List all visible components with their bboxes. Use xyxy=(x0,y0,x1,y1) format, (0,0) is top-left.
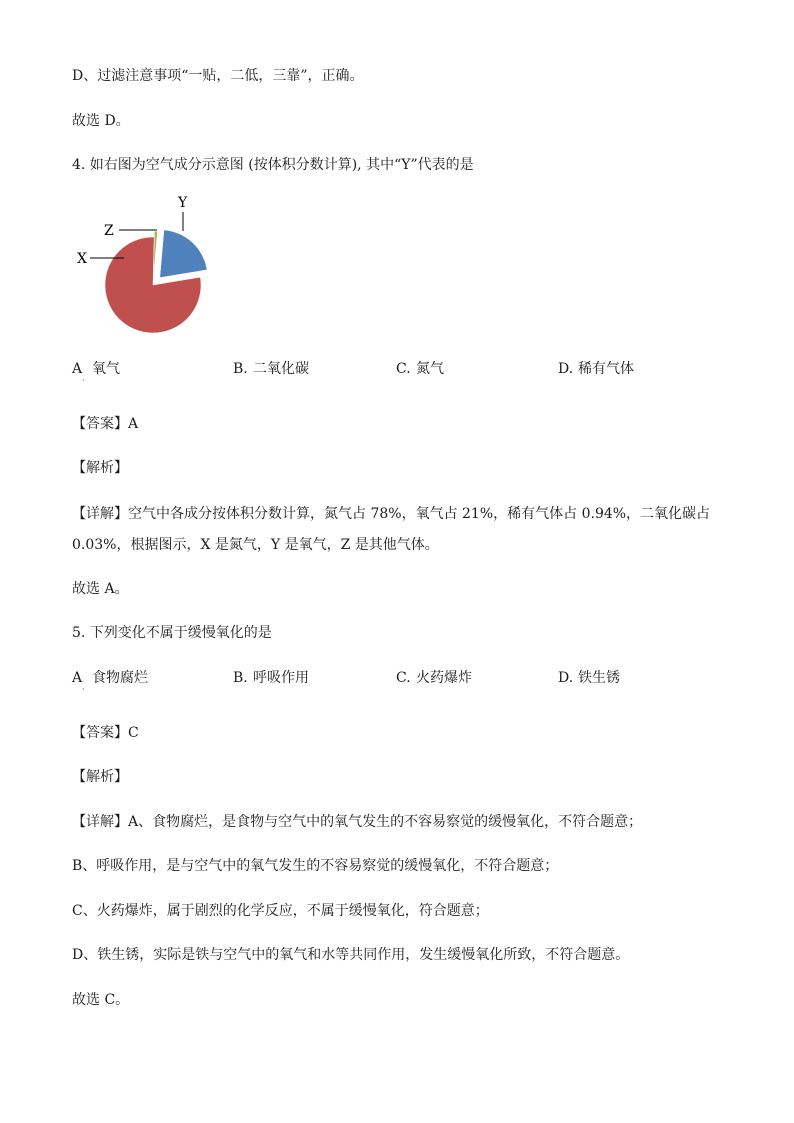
q4-detail-line-1: 【详解】空气中各成分按体积分数计算，氮气占 78%，氧气占 21%，稀有气体占 0.94%，二氧化碳占 xyxy=(72,506,711,522)
q4-option-b-key: B. xyxy=(233,361,248,377)
q4-conclusion: 故选 A。 xyxy=(72,581,129,597)
q5-detail-c: C、火药爆炸，属于剧烈的化学反应，不属于缓慢氧化，符合题意； xyxy=(72,903,489,919)
label-z: Z xyxy=(104,223,114,239)
q4-option-c-text: 氮气 xyxy=(416,361,444,377)
pie-slice-y xyxy=(160,230,207,278)
q5-option-a-key: A xyxy=(72,670,83,686)
label-x: X xyxy=(77,251,87,267)
q4-option-b-text: 二氧化碳 xyxy=(253,361,309,377)
q4-detail-line-2: 0.03%，根据图示，X 是氮气，Y 是氧气，Z 是其他气体。 xyxy=(72,537,439,553)
q5-conclusion: 故选 C。 xyxy=(72,992,130,1008)
q5-stem: 5. 下列变化不属于缓慢氧化的是 xyxy=(72,625,272,641)
q4-option-a-text: 氧气 xyxy=(92,361,120,377)
q4-option-b[interactable] xyxy=(233,359,309,379)
air-composition-pie-chart xyxy=(70,188,230,343)
q5-option-b-key: B. xyxy=(233,670,248,686)
prev-d-explanation: D、过滤注意事项“一贴，二低，三靠”，正确。 xyxy=(72,68,364,84)
option-dot: · xyxy=(82,685,85,694)
q4-option-d[interactable] xyxy=(558,359,634,379)
option-dot: · xyxy=(82,376,85,385)
q5-option-c-key: C. xyxy=(396,670,411,686)
q4-stem: 4. 如右图为空气成分示意图 (按体积分数计算), 其中“Y”代表的是 xyxy=(72,157,474,173)
q4-analysis-title: 【解析】 xyxy=(72,460,128,476)
q4-option-a[interactable] xyxy=(72,359,120,379)
q5-option-d-key: D. xyxy=(558,670,574,686)
q5-answer: 【答案】C xyxy=(72,725,139,741)
prev-conclusion: 故选 D。 xyxy=(72,113,130,129)
q5-option-d-text: 铁生锈 xyxy=(578,670,620,686)
q5-option-c-text: 火药爆炸 xyxy=(416,670,472,686)
q5-option-a-text: 食物腐烂 xyxy=(92,670,148,686)
q5-option-d[interactable] xyxy=(558,668,620,688)
q5-option-b-text: 呼吸作用 xyxy=(253,670,309,686)
q5-option-b[interactable] xyxy=(233,668,309,688)
label-y: Y xyxy=(178,195,188,211)
q4-option-c[interactable] xyxy=(396,359,444,379)
q4-option-a-key: A xyxy=(72,361,83,377)
q4-option-c-key: C. xyxy=(396,361,411,377)
q5-detail-d: D、铁生锈，实际是铁与空气中的氧气和水等共同作用，发生缓慢氧化所致，不符合题意。 xyxy=(72,947,630,963)
q5-detail-a: 【详解】A、食物腐烂，是食物与空气中的氧气发生的不容易察觉的缓慢氧化，不符合题意； xyxy=(72,814,643,830)
q5-detail-b: B、呼吸作用，是与空气中的氧气发生的不容易察觉的缓慢氧化，不符合题意； xyxy=(72,858,559,874)
q5-option-c[interactable] xyxy=(396,668,472,688)
q4-answer: 【答案】A xyxy=(72,416,139,432)
q5-analysis-title: 【解析】 xyxy=(72,769,128,785)
q4-option-d-key: D. xyxy=(558,361,574,377)
q4-option-d-text: 稀有气体 xyxy=(578,361,634,377)
